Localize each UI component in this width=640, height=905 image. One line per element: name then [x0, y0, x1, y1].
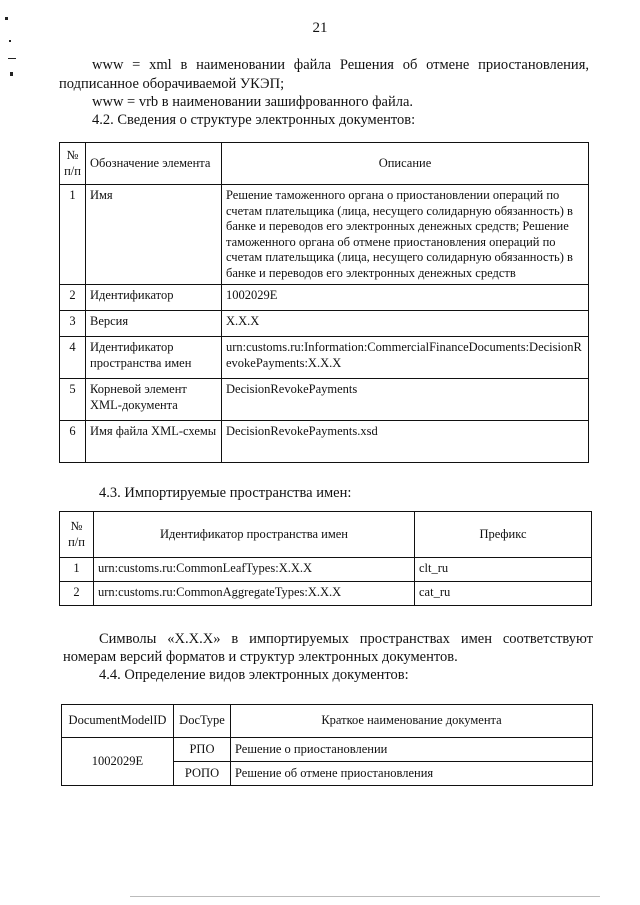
- table-row: [60, 421, 589, 463]
- scan-mark: [8, 58, 16, 59]
- column-header: Префикс: [415, 512, 592, 558]
- paragraph-line: Символы «X.X.X» в импортируемых пространствах имен соответствуют: [99, 631, 593, 647]
- table-cell: urn:customs.ru:CommonAggregateTypes:X.X.X: [94, 582, 415, 606]
- scan-mark: [9, 40, 11, 42]
- table-cell: 3: [60, 311, 86, 337]
- table-cell: 1002029E: [62, 738, 174, 786]
- table-cell: 1002029E: [222, 285, 589, 311]
- section-heading: 4.4. Определение видов электронных документов:: [99, 667, 409, 683]
- table-cell: Версия: [86, 311, 222, 337]
- table-cell: 2: [60, 285, 86, 311]
- column-header: DocType: [174, 705, 231, 738]
- paragraph-line: номерам версий форматов и структур электронных документов.: [63, 649, 458, 665]
- table-cell: 1: [60, 558, 94, 582]
- table-cell: 1: [60, 185, 86, 285]
- table-header-row: [60, 143, 589, 185]
- column-header: DocumentModelID: [62, 705, 174, 738]
- table-cell: Имя файла XML-схемы: [86, 421, 222, 463]
- paragraph-line: www = xml в наименовании файла Решения об отмене приостановления,: [92, 57, 589, 73]
- table-cell: 4: [60, 337, 86, 379]
- table-row: [60, 185, 589, 285]
- table-row: [60, 285, 589, 311]
- table-row: [60, 582, 592, 606]
- table-cell: РОПО: [174, 762, 231, 786]
- table-cell: urn:customs.ru:CommonLeafTypes:X.X.X: [94, 558, 415, 582]
- table-cell: 2: [60, 582, 94, 606]
- table-cell: urn:customs.ru:Information:CommercialFinanceDocuments:DecisionRevokePayments:X.X.X: [222, 337, 589, 379]
- table-row: [62, 738, 593, 762]
- table-cell: X.X.X: [222, 311, 589, 337]
- table-cell: DecisionRevokePayments.xsd: [222, 421, 589, 463]
- table-cell: Имя: [86, 185, 222, 285]
- column-header: № п/п: [60, 512, 94, 558]
- table-cell: Идентификатор пространства имен: [86, 337, 222, 379]
- column-header: Идентификатор пространства имен: [94, 512, 415, 558]
- table-cell: clt_ru: [415, 558, 592, 582]
- table-cell: Решение об отмене приостановления: [231, 762, 593, 786]
- paragraph-line: подписанное оборачиваемой УКЭП;: [59, 76, 285, 92]
- table-cell: cat_ru: [415, 582, 592, 606]
- paragraph-line: www = vrb в наименовании зашифрованного файла.: [92, 94, 414, 110]
- column-header: № п/п: [60, 143, 86, 185]
- table-cell: 6: [60, 421, 86, 463]
- table-row: [60, 311, 589, 337]
- column-header: Обозначение элемента: [86, 143, 222, 185]
- section-heading: 4.2. Сведения о структуре электронных документов:: [92, 112, 416, 128]
- page-number: 21: [312, 20, 328, 36]
- table-row: [60, 379, 589, 421]
- document-types-table: [61, 704, 593, 786]
- table-header-row: [62, 705, 593, 738]
- table-row: [60, 337, 589, 379]
- scan-mark: [10, 72, 13, 76]
- table-cell: Решение о приостановлении: [231, 738, 593, 762]
- section-heading: 4.3. Импортируемые пространства имен:: [99, 485, 352, 501]
- column-header: Описание: [222, 143, 589, 185]
- table-cell: DecisionRevokePayments: [222, 379, 589, 421]
- table-header-row: [60, 512, 592, 558]
- table-cell: 5: [60, 379, 86, 421]
- table-cell: Корневой элемент XML-документа: [86, 379, 222, 421]
- table-cell: Идентификатор: [86, 285, 222, 311]
- table-cell: РПО: [174, 738, 231, 762]
- structure-table: [59, 142, 589, 463]
- table-row: [60, 558, 592, 582]
- namespaces-table: [59, 511, 592, 606]
- column-header: Краткое наименование документа: [231, 705, 593, 738]
- scan-edge-line: [130, 896, 600, 897]
- table-cell: Решение таможенного органа о приостановлении операций по счетам плательщика (лица, несущего солидарную обязанность) в банке и переводов его электронных денежных средств; Решение таможенного органа об отмене приостановления операций по счетам плательщика (лица, несущего солидарную обязанность) в банке и переводов его электронных денежных средств: [222, 185, 589, 285]
